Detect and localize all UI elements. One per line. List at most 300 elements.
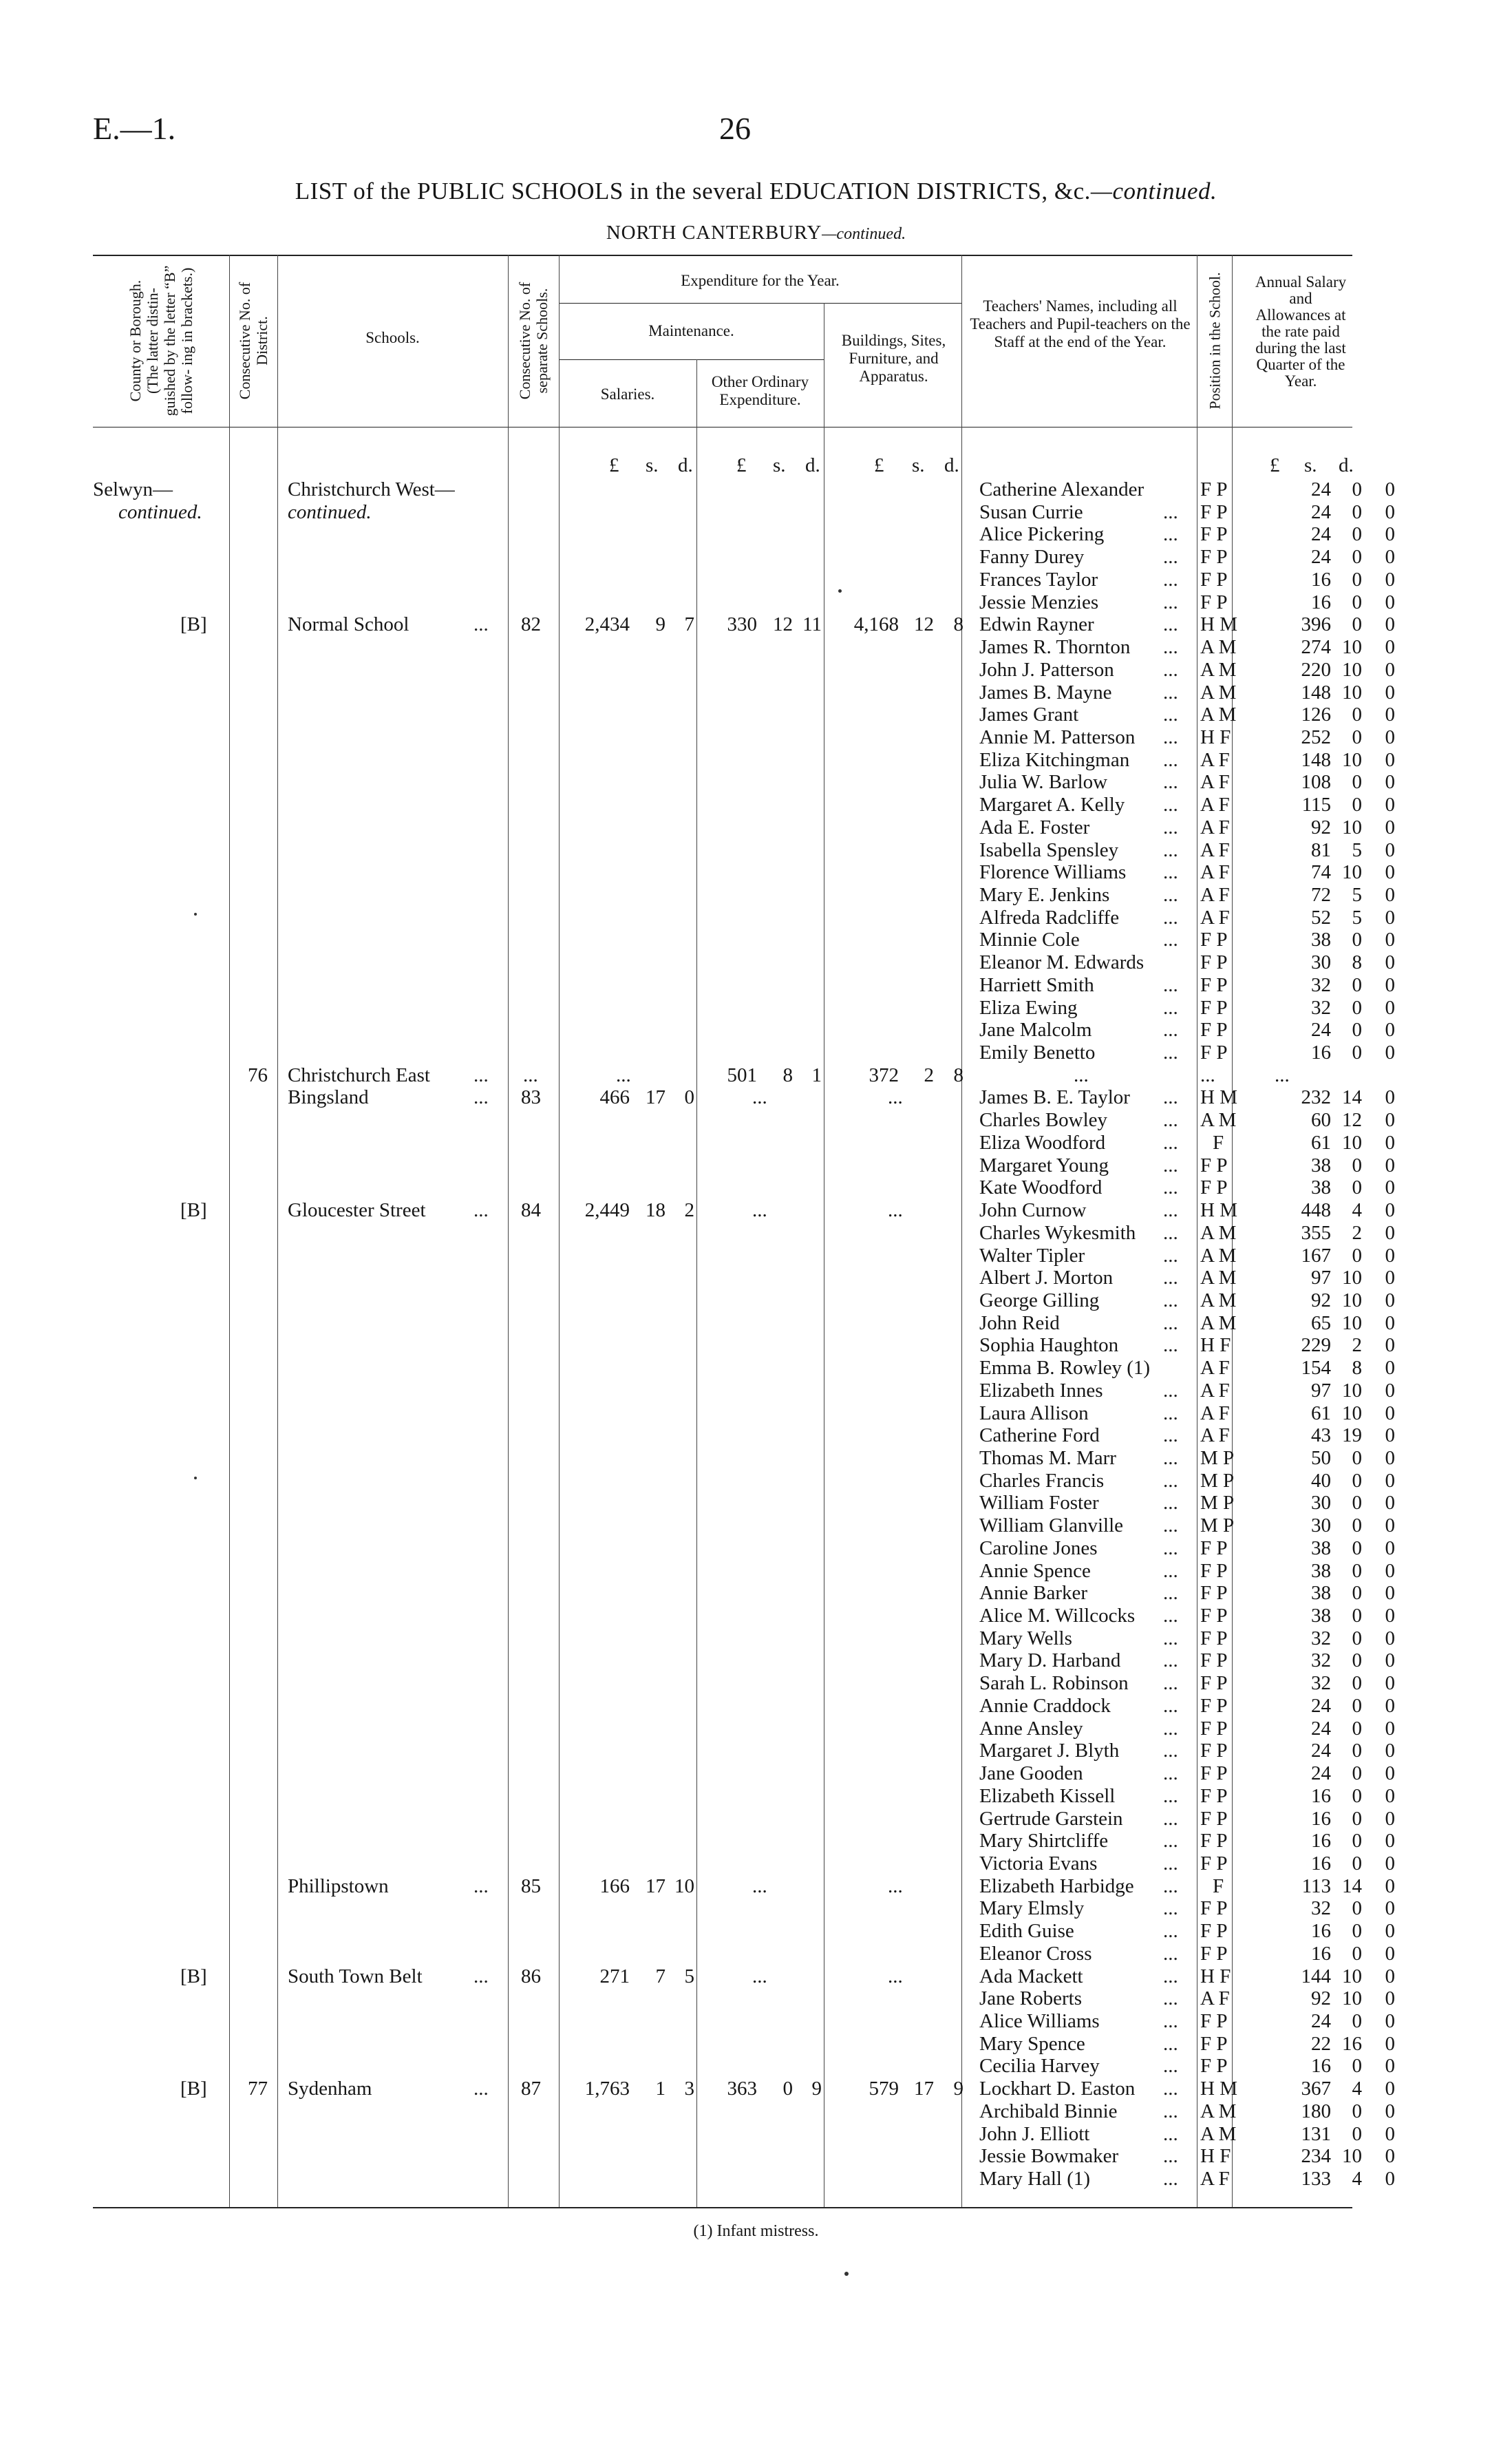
table-row [0, 726, 1512, 749]
leader-dots: ... [1163, 1762, 1178, 1784]
other-pound: £ [736, 454, 747, 476]
table-row [0, 1289, 1512, 1312]
annual-salary-l: 74 [1311, 861, 1331, 884]
school-continued [288, 501, 372, 524]
table-row [0, 1514, 1512, 1537]
table-row [0, 1042, 1512, 1064]
table-row [0, 591, 1512, 614]
teacher-name: Alfreda Radcliffe [979, 906, 1120, 929]
page-title [0, 178, 1512, 205]
annual-salary-s: 2 [1352, 1221, 1362, 1244]
annual-salary-d: 0 [1385, 681, 1395, 704]
teacher-name: Harriett Smith [979, 973, 1094, 996]
teacher-name: Charles Francis [979, 1469, 1105, 1492]
leader-dots: ... [473, 1199, 489, 1221]
table-row [0, 1920, 1512, 1943]
leader-dots: ... [1163, 546, 1178, 569]
table-row [0, 1334, 1512, 1357]
table-row [0, 1470, 1512, 1492]
leader-dots: ... [473, 613, 489, 636]
position-code: F P [1200, 1784, 1228, 1807]
annual-salary-s: 16 [1342, 2032, 1362, 2055]
page-number: 26 [719, 111, 751, 146]
teacher-name: Anne Ansley [979, 1717, 1083, 1740]
position-code: F P [1200, 1942, 1228, 1965]
teacher-name: Ada Mackett [979, 1965, 1083, 1987]
teacher-name: Minnie Cole [979, 929, 1080, 951]
buildings-l: 372 [869, 1064, 899, 1086]
leader-dots: ... [473, 1086, 489, 1109]
annual-salary-s: 0 [1352, 996, 1362, 1019]
annual-salary-d: 0 [1385, 1672, 1395, 1695]
separate-school-number: 85 [521, 1875, 541, 1897]
annual-salary-s: 10 [1342, 681, 1362, 704]
position-code: H M [1200, 2078, 1237, 2100]
annual-salary-l: 30 [1311, 951, 1331, 974]
header-other-expenditure: Other Ordinary Expenditure. [711, 373, 809, 408]
leader-dots: ... [1163, 1740, 1178, 1762]
annual-salary-l: 16 [1311, 568, 1331, 591]
county-continued-text: continued. [118, 500, 202, 523]
annual-salary-l: 234 [1301, 2145, 1331, 2168]
county-label: [B] [180, 613, 207, 636]
table-row [0, 1965, 1512, 1988]
district-number: 76 [248, 1064, 268, 1086]
teacher-name: Alice Pickering [979, 523, 1105, 546]
annual-salary-l: 133 [1301, 2168, 1331, 2190]
school-name: Christchurch East [288, 1064, 430, 1086]
annual-salary-d: 0 [1385, 1784, 1395, 1807]
annual-salary-s: 0 [1352, 500, 1362, 523]
annual-salary-d: 0 [1385, 1807, 1395, 1830]
table-bottom-rule [93, 2207, 1352, 2208]
table-row [0, 501, 1512, 524]
salaries-s: 1 [655, 2078, 666, 2100]
annual-salary-d: 0 [1385, 2122, 1395, 2145]
teacher-name: Mary Spence [979, 2032, 1085, 2055]
county-label: [B] [180, 1199, 207, 1221]
annual-salary-d: 0 [1385, 1740, 1395, 1762]
table-row [0, 704, 1512, 726]
teacher-name: Charles Bowley [979, 1109, 1108, 1132]
annual-salary-s: 0 [1352, 1559, 1362, 1582]
annual-salary-d: 0 [1385, 1019, 1395, 1042]
table-row [0, 636, 1512, 659]
table-row [0, 1649, 1512, 1672]
teacher-name: William Foster [979, 1492, 1099, 1514]
leader-dots: ... [1163, 1267, 1178, 1289]
leader-dots: ... [1163, 1784, 1178, 1807]
other-expenditure-blank: ... [752, 1086, 767, 1109]
salaries-d: 0 [684, 1086, 694, 1109]
leader-dots: ... [1163, 1019, 1178, 1042]
teacher-name: Cecilia Harvey [979, 2055, 1100, 2078]
annual-salary-s: 0 [1352, 1447, 1362, 1469]
position-code: F [1213, 1875, 1224, 1897]
annual-salary-s: 14 [1342, 1875, 1362, 1897]
position-code: A F [1200, 884, 1230, 906]
annual-salary-d: 0 [1385, 500, 1395, 523]
annual-salary-l: 30 [1311, 1514, 1331, 1537]
annual-salary-l: 180 [1301, 2100, 1331, 2122]
title-continued: —continued. [1090, 178, 1217, 204]
table-row [0, 1740, 1512, 1762]
annual-salary-l: 60 [1311, 1109, 1331, 1132]
table-row [0, 1245, 1512, 1267]
table-row [0, 861, 1512, 884]
salaries-l: 466 [599, 1086, 630, 1109]
other-expenditure-s: 0 [782, 2078, 793, 2100]
leader-dots: ... [1163, 973, 1178, 996]
annual-salary-s: 0 [1352, 1942, 1362, 1965]
header-annual-salary: Annual Salary and Allowances at the rate paid during the last Quarter of the Year. [1255, 273, 1347, 390]
annual-salary-l: 32 [1311, 973, 1331, 996]
annual-salary-s: 0 [1352, 1717, 1362, 1740]
other-expenditure-blank: ... [752, 1875, 767, 1897]
table-row [0, 1830, 1512, 1852]
annual-salary-d: 0 [1385, 1717, 1395, 1740]
table-row [0, 1537, 1512, 1560]
teacher-name: Eleanor Cross [979, 1942, 1092, 1965]
buildings-blank: ... [888, 1086, 903, 1109]
annual-salary-d: 0 [1385, 1559, 1395, 1582]
title-text: LIST of the PUBLIC SCHOOLS in the several EDUCATION DISTRICTS, &c. [295, 178, 1091, 204]
separate-school-number: 82 [521, 613, 541, 636]
annual-salary-d: 0 [1385, 1042, 1395, 1064]
annual-salary-d: 0 [1385, 838, 1395, 861]
teacher-name: Lockhart D. Easton [979, 2078, 1136, 2100]
annual-salary-s: 0 [1352, 1830, 1362, 1852]
table-row [0, 1875, 1512, 1898]
maintenance-rule [559, 359, 824, 360]
leader-dots: ... [1163, 636, 1178, 658]
leader-dots: ... [1163, 1334, 1178, 1357]
annual-salary-l: 52 [1311, 906, 1331, 929]
salaries-shilling: s. [646, 454, 659, 476]
salaries-l: 166 [599, 1875, 630, 1897]
school-name: South Town Belt [288, 1965, 423, 1987]
leader-dots: ... [1163, 861, 1178, 884]
annual-salary-l: 131 [1301, 2122, 1331, 2145]
position-code: F P [1200, 546, 1228, 569]
table-row [0, 613, 1512, 636]
position-code: ... [1200, 1064, 1215, 1086]
annual-salary-d: 0 [1385, 1289, 1395, 1311]
annual-salary-s: 0 [1352, 1807, 1362, 1830]
leader-dots: ... [1163, 1289, 1178, 1311]
annual-salary-s: 0 [1352, 1694, 1362, 1717]
annual-salary-d: 0 [1385, 726, 1395, 748]
subtitle-continued: —continued. [822, 225, 906, 243]
leader-dots: ... [473, 2078, 489, 2100]
annual-salary-l: 220 [1301, 658, 1331, 681]
annual-salary-l: 97 [1311, 1379, 1331, 1402]
table-row [0, 1222, 1512, 1245]
separate-school-number: 86 [521, 1965, 541, 1987]
leader-dots: ... [1163, 2122, 1178, 2145]
position-code: F P [1200, 1042, 1228, 1064]
position-code: F P [1200, 1897, 1228, 1920]
county-label: [B] [180, 2078, 207, 2100]
position-code: F P [1200, 1176, 1228, 1199]
annual-salary-l: 126 [1301, 704, 1331, 726]
annual-salary-l: 355 [1301, 1221, 1331, 1244]
position-code: A M [1200, 1244, 1237, 1267]
annual-salary-s: 10 [1342, 1311, 1362, 1334]
annual-salary-s: 0 [1352, 1244, 1362, 1267]
other-expenditure-blank: ... [752, 1199, 767, 1221]
annual-salary-d: 0 [1385, 1109, 1395, 1132]
annual-salary-s: 0 [1352, 1672, 1362, 1695]
annual-salary-d: 0 [1385, 591, 1395, 613]
annual-salary-s: 12 [1342, 1109, 1362, 1132]
district-subtitle [0, 222, 1512, 244]
annual-salary-s: 5 [1352, 838, 1362, 861]
leader-dots: ... [1163, 704, 1178, 726]
county-continued [118, 501, 202, 524]
annual-salary-s: 0 [1352, 794, 1362, 816]
table-row [0, 884, 1512, 907]
annual-salary-s: 0 [1352, 704, 1362, 726]
annual-salary-l: 274 [1301, 636, 1331, 658]
position-code: H M [1200, 1086, 1237, 1109]
leader-dots: ... [1163, 1672, 1178, 1695]
position-code: A M [1200, 2100, 1237, 2122]
annual-salary-l: 24 [1311, 1694, 1331, 1717]
position-code: F P [1200, 929, 1228, 951]
position-code: F P [1200, 1920, 1228, 1943]
table-row [0, 2145, 1512, 2168]
buildings-s: 12 [914, 613, 934, 636]
position-code: F P [1200, 1582, 1228, 1605]
table-row [0, 1762, 1512, 1785]
annual-salary-s: 0 [1352, 1514, 1362, 1537]
annual-salary-d: 0 [1385, 523, 1395, 546]
position-code: A M [1200, 1311, 1237, 1334]
annual-salary-s: 19 [1342, 1424, 1362, 1447]
annual-salary-s: 10 [1342, 636, 1362, 658]
teacher-name: Charles Wykesmith [979, 1221, 1136, 1244]
leader-dots: ... [1163, 1447, 1178, 1469]
teacher-name: Eliza Kitchingman [979, 748, 1130, 771]
header-district-no: Consecutive No. of District. [236, 282, 270, 400]
annual-salary-d: 0 [1385, 1942, 1395, 1965]
annual-salary-l: 38 [1311, 1537, 1331, 1559]
leader-dots: ... [1163, 1131, 1178, 1154]
salaries-blank: ... [616, 1064, 631, 1086]
annual-salary-d: 0 [1385, 1267, 1395, 1289]
annual-salary-d: 0 [1385, 1649, 1395, 1672]
teacher-name: Elizabeth Kissell [979, 1784, 1116, 1807]
annual-salary-d: 0 [1385, 1311, 1395, 1334]
annual-salary-s: 0 [1352, 1897, 1362, 1920]
salary-pence: d. [1339, 454, 1354, 476]
annual-salary-s: 10 [1342, 1402, 1362, 1424]
other-expenditure-s: 12 [773, 613, 793, 636]
annual-salary-l: 232 [1301, 1086, 1331, 1109]
annual-salary-s: 8 [1352, 1357, 1362, 1380]
teacher-name: James R. Thornton [979, 636, 1131, 658]
table-row [0, 1132, 1512, 1154]
table-row [0, 1402, 1512, 1425]
leader-dots: ... [1163, 1852, 1178, 1875]
table-row [0, 1627, 1512, 1650]
annual-salary-l: 32 [1311, 1627, 1331, 1649]
annual-salary-l: 16 [1311, 1942, 1331, 1965]
annual-salary-d: 0 [1385, 1537, 1395, 1559]
table-row [0, 839, 1512, 862]
leader-dots: ... [1163, 1424, 1178, 1447]
leader-dots: ... [1163, 1537, 1178, 1559]
other-expenditure-l: 363 [727, 2078, 757, 2100]
table-row [0, 997, 1512, 1020]
table-row [0, 794, 1512, 816]
annual-salary-s: 5 [1352, 906, 1362, 929]
annual-salary-s: 10 [1342, 1289, 1362, 1311]
teacher-name: Caroline Jones [979, 1537, 1098, 1559]
position-code: F P [1200, 500, 1228, 523]
annual-salary-d: 0 [1385, 478, 1395, 500]
annual-salary-s: 0 [1352, 1784, 1362, 1807]
leader-dots: ... [1163, 1605, 1178, 1627]
teacher-name: Fanny Durey [979, 546, 1085, 569]
table-row [0, 1176, 1512, 1199]
leader-dots: ... [1163, 1469, 1178, 1492]
other-expenditure-d: 9 [811, 2078, 822, 2100]
leader-dots: ... [1163, 1154, 1178, 1176]
table-row [0, 523, 1512, 546]
annual-salary-l: 72 [1311, 884, 1331, 906]
annual-salary-d: 0 [1385, 1154, 1395, 1176]
annual-salary-l: 97 [1311, 1267, 1331, 1289]
table-row [0, 1943, 1512, 1965]
position-code: F P [1200, 568, 1228, 591]
annual-salary-d: 0 [1385, 1830, 1395, 1852]
leader-dots: ... [1163, 658, 1178, 681]
teacher-name: William Glanville [979, 1514, 1124, 1537]
school-name: Phillipstown [288, 1875, 389, 1897]
table-row [0, 2168, 1512, 2190]
annual-salary-l: 108 [1301, 771, 1331, 794]
leader-dots: ... [1163, 591, 1178, 613]
teacher-name: Mary D. Harband [979, 1649, 1121, 1672]
position-code: A F [1200, 906, 1230, 929]
annual-salary-l: 367 [1301, 2078, 1331, 2100]
annual-salary-s: 0 [1352, 568, 1362, 591]
table-row [0, 2078, 1512, 2100]
position-code: F P [1200, 1559, 1228, 1582]
table-row [0, 1695, 1512, 1718]
position-code: A F [1200, 1987, 1230, 2010]
annual-salary-l: 92 [1311, 816, 1331, 838]
leader-dots: ... [1163, 1942, 1178, 1965]
table-row [0, 1019, 1512, 1042]
header-schools: Schools. [365, 329, 420, 346]
leader-dots: ... [1163, 996, 1178, 1019]
teacher-name: Elizabeth Harbidge [979, 1875, 1134, 1897]
position-code: F P [1200, 1649, 1228, 1672]
annual-salary-d: 0 [1385, 1514, 1395, 1537]
teacher-name: Annie Barker [979, 1582, 1088, 1605]
annual-salary-s: 0 [1352, 591, 1362, 613]
leader-dots: ... [1163, 884, 1178, 906]
table-row [0, 1199, 1512, 1222]
position-code: H F [1200, 1965, 1231, 1987]
annual-salary-d: 0 [1385, 1402, 1395, 1424]
teacher-name: Eleanor M. Edwards [979, 951, 1144, 974]
school-name: Gloucester Street [288, 1199, 426, 1221]
annual-salary-s: 10 [1342, 816, 1362, 838]
annual-salary-l: 16 [1311, 591, 1331, 613]
annual-salary-l: 24 [1311, 546, 1331, 569]
leader-dots: ... [1163, 1109, 1178, 1132]
annual-salary-s: 0 [1352, 2055, 1362, 2078]
leader-dots: ... [1163, 523, 1178, 546]
annual-salary-d: 0 [1385, 996, 1395, 1019]
annual-salary-d: 0 [1385, 1424, 1395, 1447]
teacher-name: James Grant [979, 704, 1079, 726]
salary-pound: £ [1270, 454, 1280, 476]
leader-dots: ... [1163, 1311, 1178, 1334]
annual-salary-d: 0 [1385, 1221, 1395, 1244]
table-row [0, 546, 1512, 569]
buildings-l: 4,168 [853, 613, 899, 636]
annual-salary-l: 144 [1301, 1965, 1331, 1987]
teacher-name: Sarah L. Robinson [979, 1672, 1129, 1695]
leader-dots: ... [1163, 771, 1178, 794]
position-code: H M [1200, 1199, 1237, 1221]
annual-salary-d: 0 [1385, 568, 1395, 591]
annual-salary-s: 0 [1352, 973, 1362, 996]
annual-salary-d: 0 [1385, 1086, 1395, 1109]
school-continued-text: continued. [288, 500, 372, 523]
leader-dots: ... [1163, 838, 1178, 861]
annual-salary-l: 148 [1301, 681, 1331, 704]
table-row [0, 2033, 1512, 2056]
teacher-name: Margaret A. Kelly [979, 794, 1125, 816]
annual-salary-d: 0 [1385, 1582, 1395, 1605]
annual-salary-d: 0 [1385, 1469, 1395, 1492]
separate-school-number: 87 [521, 2078, 541, 2100]
annual-salary-d: 0 [1385, 2078, 1395, 2100]
position-code: A M [1200, 658, 1237, 681]
annual-salary-s: 0 [1352, 1605, 1362, 1627]
position-code: A F [1200, 1379, 1230, 1402]
table-row [0, 1560, 1512, 1583]
teacher-name: Margaret Young [979, 1154, 1109, 1176]
position-code: F P [1200, 1852, 1228, 1875]
table-row [0, 1109, 1512, 1132]
annual-salary-l: 24 [1311, 1740, 1331, 1762]
position-code: A M [1200, 681, 1237, 704]
annual-salary-d: 0 [1385, 2145, 1395, 2168]
position-code: H F [1200, 2145, 1231, 2168]
teacher-name: Mary Wells [979, 1627, 1072, 1649]
annual-salary-l: 252 [1301, 726, 1331, 748]
annual-salary-blank: ... [1275, 1064, 1290, 1086]
annual-salary-l: 32 [1311, 996, 1331, 1019]
annual-salary-d: 0 [1385, 2100, 1395, 2122]
other-expenditure-l: 330 [727, 613, 757, 636]
annual-salary-l: 16 [1311, 1920, 1331, 1943]
teacher-name: Alice M. Willcocks [979, 1605, 1136, 1627]
annual-salary-l: 32 [1311, 1897, 1331, 1920]
leader-dots: ... [1163, 1042, 1178, 1064]
annual-salary-s: 0 [1352, 1537, 1362, 1559]
table-row [0, 1357, 1512, 1380]
annual-salary-d: 0 [1385, 951, 1395, 974]
leader-dots: ... [1163, 1492, 1178, 1514]
